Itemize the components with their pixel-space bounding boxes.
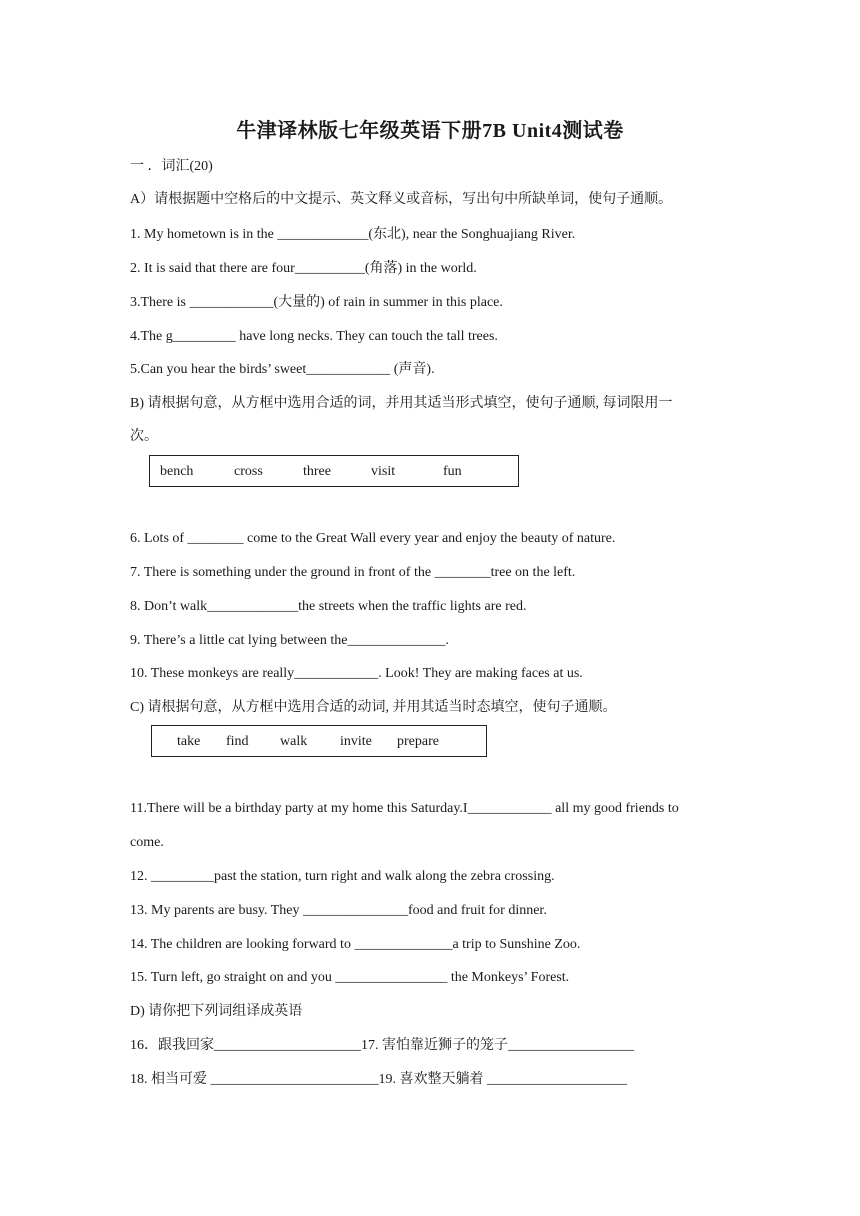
part-d-instruction: D) 请你把下列词组译成英语 — [130, 1004, 303, 1019]
questions-18-19: 18. 相当可爱 ________________________19. 喜欢整天躺着 ____________________ — [130, 1072, 627, 1087]
question-6: 6. Lots of ________ come to the Great Wall every year and enjoy the beauty of nature. — [130, 531, 616, 546]
part-b-instruction: B) 请根据句意，从方框中选用合适的词，并用其适当形式填空，使句子通顺, 每词限用一 — [130, 396, 673, 411]
word-box-word: invite — [340, 734, 372, 749]
page-title: 牛津译林版七年级英语下册7B Unit4测试卷 — [236, 120, 624, 142]
question-2: 2. It is said that there are four__________(角落) in the world. — [130, 261, 477, 276]
question-1: 1. My hometown is in the _____________(东北), near the Songhuajiang River. — [130, 227, 576, 242]
word-box-word: visit — [371, 464, 396, 479]
question-14: 14. The children are looking forward to ______________a trip to Sunshine Zoo. — [130, 937, 581, 952]
word-box-word: walk — [280, 734, 308, 749]
word-box-word: cross — [234, 464, 263, 479]
part-c-instruction: C) 请根据句意，从方框中选用合适的动词, 并用其适当时态填空，使句子通顺。 — [130, 700, 617, 715]
word-box-word: three — [303, 464, 331, 479]
word-box-word: prepare — [397, 734, 439, 749]
question-11: 11.There will be a birthday party at my home this Saturday.I____________ all my good friends to — [130, 801, 679, 816]
word-box-c — [151, 725, 487, 757]
word-box-word: find — [226, 734, 249, 749]
question-9: 9. There’s a little cat lying between the______________. — [130, 633, 449, 648]
section-heading: 一 ．词汇(20) — [130, 159, 213, 174]
word-box-b — [149, 455, 519, 487]
question-11-continued: come. — [130, 835, 164, 850]
questions-16-17: 16．跟我回家_____________________17. 害怕靠近狮子的笼子__________________ — [130, 1038, 634, 1053]
part-a-instruction: A）请根据题中空格后的中文提示、英文释义或音标，写出句中所缺单词，使句子通顺。 — [130, 192, 673, 207]
question-4: 4.The g_________ have long necks. They can touch the tall trees. — [130, 329, 498, 344]
word-box-word: fun — [443, 464, 462, 479]
word-box-word: bench — [160, 464, 194, 479]
word-box-word: take — [177, 734, 201, 749]
question-10: 10. These monkeys are really____________. Look! They are making faces at us. — [130, 666, 583, 681]
question-8: 8. Don’t walk_____________the streets when the traffic lights are red. — [130, 599, 527, 614]
question-5: 5.Can you hear the birds’ sweet____________ (声音). — [130, 362, 435, 377]
part-b-instruction-continued: 次。 — [130, 429, 158, 444]
question-13: 13. My parents are busy. They _______________food and fruit for dinner. — [130, 903, 547, 918]
question-15: 15. Turn left, go straight on and you ________________ the Monkeys’ Forest. — [130, 970, 570, 985]
question-3: 3.There is ____________(大量的) of rain in summer in this place. — [130, 295, 503, 310]
question-12: 12. _________past the station, turn right and walk along the zebra crossing. — [130, 869, 555, 884]
question-7: 7. There is something under the ground in front of the ________tree on the left. — [130, 565, 576, 580]
